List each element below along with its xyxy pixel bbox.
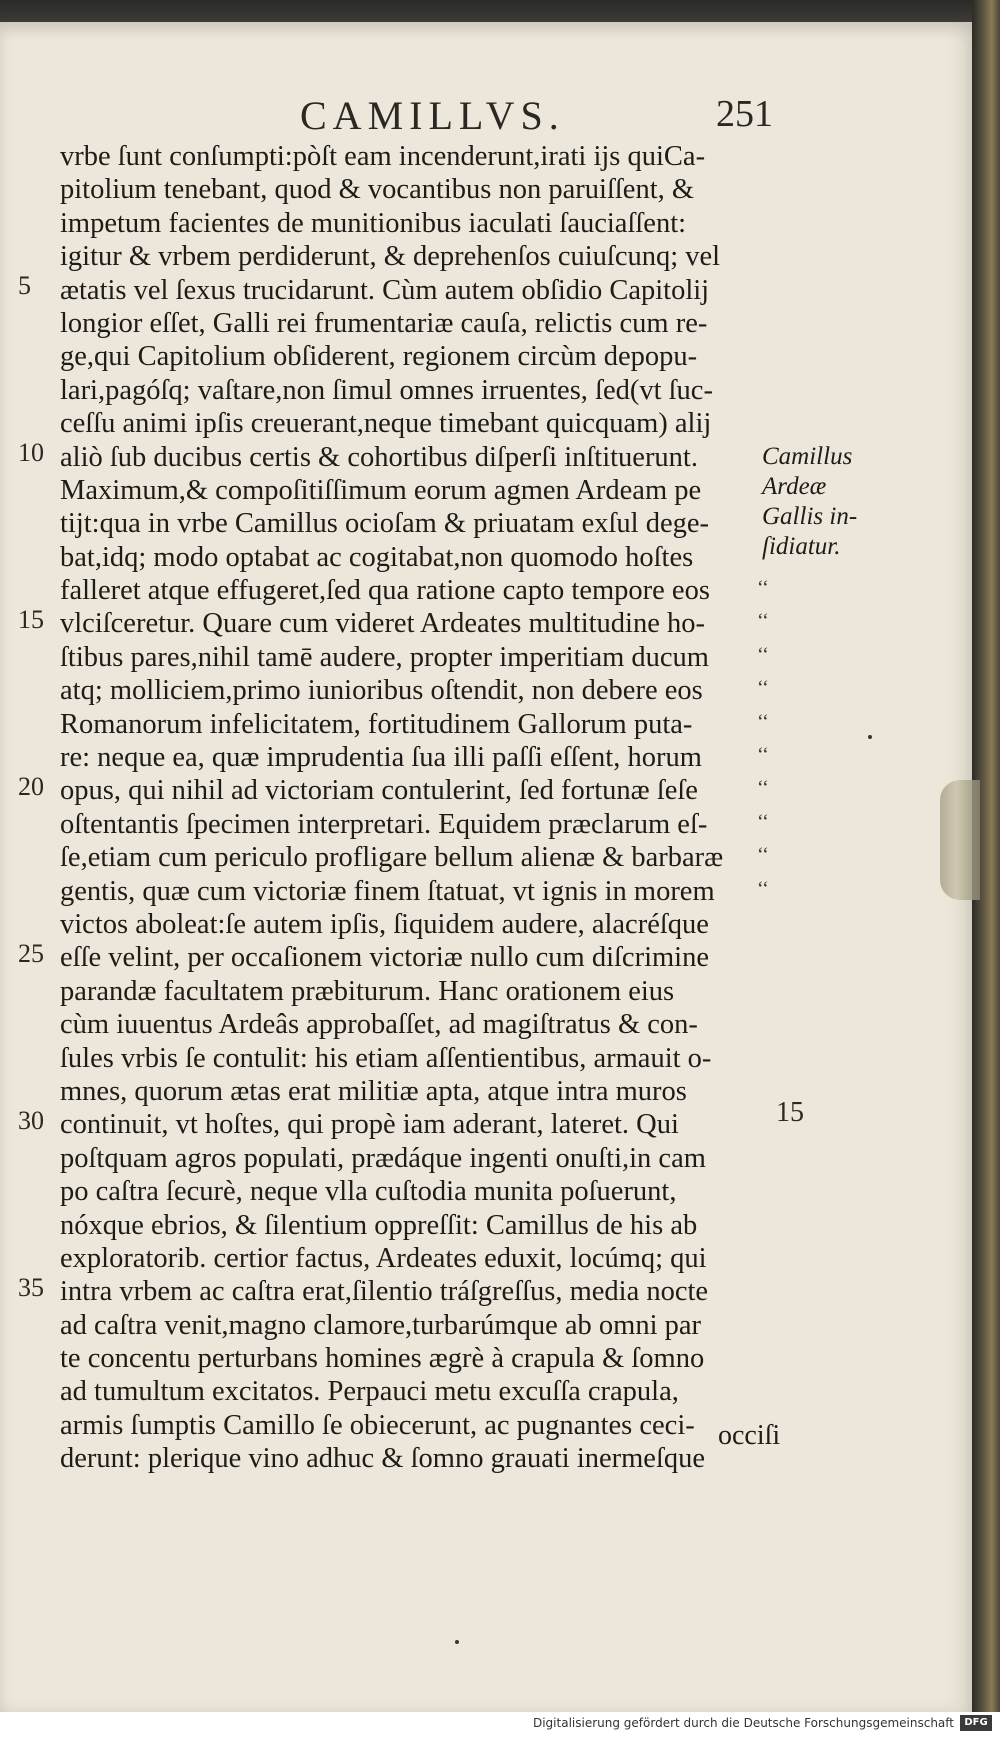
- line-number-25: 25: [18, 939, 44, 968]
- text-line: tijt:qua in vrbe Camillus ocioſam & priuatam exſul dege-: [60, 508, 710, 540]
- quotation-marks: [757, 572, 777, 906]
- text-line: ad tumultum excitatos. Perpauci metu excuſſa crapula,: [60, 1376, 679, 1408]
- quote-mark: ‘‘: [757, 677, 769, 700]
- text-line: ceſſu animi ipſis creuerant,neque timebant quicquam) alij: [60, 408, 712, 440]
- text-line: Romanorum infelicitatem, fortitudinem Gallorum puta-: [60, 708, 693, 740]
- dfg-logo: DFG: [960, 1715, 992, 1731]
- quote-mark: ‘‘: [757, 810, 769, 833]
- text-line: aliò ſub ducibus certis & cohortibus diſperſi inſtituerunt.: [60, 441, 698, 473]
- catchword: occiſi: [718, 1420, 781, 1451]
- text-line: po caſtra ſecurè, neque vlla cuſtodia munita poſuerunt,: [60, 1176, 677, 1208]
- text-line: ad caſtra venit,magno clamore,turbarúmque ab omni par: [60, 1309, 701, 1341]
- text-line: opus, qui nihil ad victoriam contulerint, ſed fortunæ ſeſe: [60, 775, 698, 807]
- text-line: nóxque ebrios, & ſilentium oppreſſit: Camillus de his ab: [60, 1209, 698, 1241]
- text-line: vrbe ſunt conſumpti:pòſt eam incenderunt,irati ijs quiCa-: [60, 141, 706, 172]
- marginal-note-line: Gallis in-: [762, 503, 858, 530]
- text-line: atq; molliciem,primo iunioribus oſtendit, non debere eos: [60, 675, 703, 707]
- marginal-note-line: ſidiatur.: [762, 533, 841, 560]
- text-line: re: neque ea, quæ imprudentia ſua illi paſſi eſſent, horum: [60, 742, 702, 774]
- text-line: ge,qui Capitolium obſiderent, regionem circùm depopu-: [60, 341, 698, 373]
- quote-mark: ‘‘: [757, 643, 769, 666]
- text-line: gentis, quæ cum victoriæ finem ſtatuat, vt ignis in morem: [60, 875, 715, 907]
- line-number-5: 5: [18, 271, 31, 300]
- text-line: vlciſceretur. Quare cum videret Ardeates multitudine ho-: [60, 608, 705, 640]
- ink-speck: [455, 1640, 459, 1644]
- ink-speck: [868, 735, 872, 739]
- text-line: parandæ facultatem præbiturum. Hanc orationem eius: [60, 975, 675, 1007]
- running-head: CAMILLVS.: [300, 93, 565, 138]
- text-line: victos aboleat:ſe autem ipſis, ſiquidem audere, alacréſque: [60, 908, 709, 940]
- text-line: mnes, quorum ætas erat militiæ apta, atque intra muros: [60, 1075, 687, 1107]
- text-line: ſtibus pares,nihil tamē audere, propter imperitiam ducum: [60, 641, 709, 673]
- text-line: ætatis vel ſexus trucidarunt. Cùm autem obſidio Capitolij: [60, 274, 710, 306]
- text-line: bat,idq; modo optabat ac cogitabat,non quomodo hoſtes: [60, 541, 694, 573]
- text-line: eſſe velint, per occaſionem victoriæ nullo cum diſcrimine: [60, 942, 709, 974]
- text-line: intra vrbem ac caſtra erat,ſilentio tráſgreſſus, media nocte: [60, 1276, 709, 1308]
- text-line: pitolium tenebant, quod & vocantibus non paruiſſent, &: [60, 174, 695, 206]
- text-line: Maximum,& compoſitiſſimum eorum agmen Ardeam pe: [60, 474, 702, 506]
- side-reference-number: 15: [776, 1097, 804, 1128]
- marginal-note-line: Camillus: [762, 443, 853, 470]
- marginal-note: [762, 442, 872, 562]
- line-number-15: 15: [18, 605, 44, 634]
- text-line: falleret atque effugeret,ſed qua ratione capto tempore eos: [60, 575, 710, 607]
- text-line: continuit, vt hoſtes, qui propè iam aderant, lateret. Qui: [60, 1109, 679, 1141]
- text-line: ſe,etiam cum periculo profligare bellum alienæ & barbaræ: [60, 842, 724, 874]
- text-line: lari,pagóſq; vaſtare,non ſimul omnes irruentes, ſed(vt ſuc-: [60, 374, 713, 406]
- quote-mark: ‘‘: [757, 744, 769, 767]
- line-number-30: 30: [18, 1106, 44, 1135]
- scan-top-edge: [0, 0, 1000, 24]
- footer-credit: Digitalisierung gefördert durch die Deutsche Forschungsgemeinschaft: [532, 1716, 954, 1730]
- text-line: impetum facientes de munitionibus iaculati ſauciaſſent:: [60, 207, 687, 239]
- quote-mark: ‘‘: [757, 877, 769, 900]
- text-line: longior eſſet, Galli rei frumentariæ cauſa, relictis cum re-: [60, 307, 708, 339]
- line-number-10: 10: [18, 438, 44, 467]
- text-line: te concentu perturbans homines ægrè à crapula & ſomno: [60, 1343, 705, 1375]
- line-number-20: 20: [18, 772, 44, 801]
- text-line: igitur & vrbem perdiderunt, & deprehenſos cuiuſcunq; vel: [60, 241, 721, 273]
- text-line: derunt: plerique vino adhuc & ſomno grauati inermeſque: [60, 1443, 706, 1475]
- text-line: exploratorib. certior factus, Ardeates eduxit, locúmq; qui: [60, 1242, 707, 1274]
- quote-mark: ‘‘: [757, 777, 769, 800]
- text-line: cùm iuuentus Ardeâs approbaſſet, ad magiſtratus & con-: [60, 1009, 698, 1041]
- text-line: ſules vrbis ſe contulit: his etiam aſſentientibus, armauit o-: [60, 1042, 712, 1074]
- page-clip: [940, 780, 980, 900]
- quote-mark: ‘‘: [757, 844, 769, 867]
- line-number-35: 35: [18, 1273, 44, 1302]
- text-line: poſtquam agros populati, prædáque ingenti onuſti,in cam: [60, 1142, 706, 1174]
- text-line: oſtentantis ſpecimen interpretari. Equidem præclarum eſ-: [60, 808, 708, 840]
- body-text: [60, 140, 760, 1476]
- page-number: 251: [716, 93, 773, 135]
- quote-mark: ‘‘: [757, 710, 769, 733]
- quote-mark: ‘‘: [757, 610, 769, 633]
- quote-mark: ‘‘: [757, 577, 769, 599]
- marginal-note-line: Ardeæ: [762, 473, 827, 500]
- text-line: armis ſumptis Camillo ſe obiecerunt, ac pugnantes ceci-: [60, 1409, 695, 1441]
